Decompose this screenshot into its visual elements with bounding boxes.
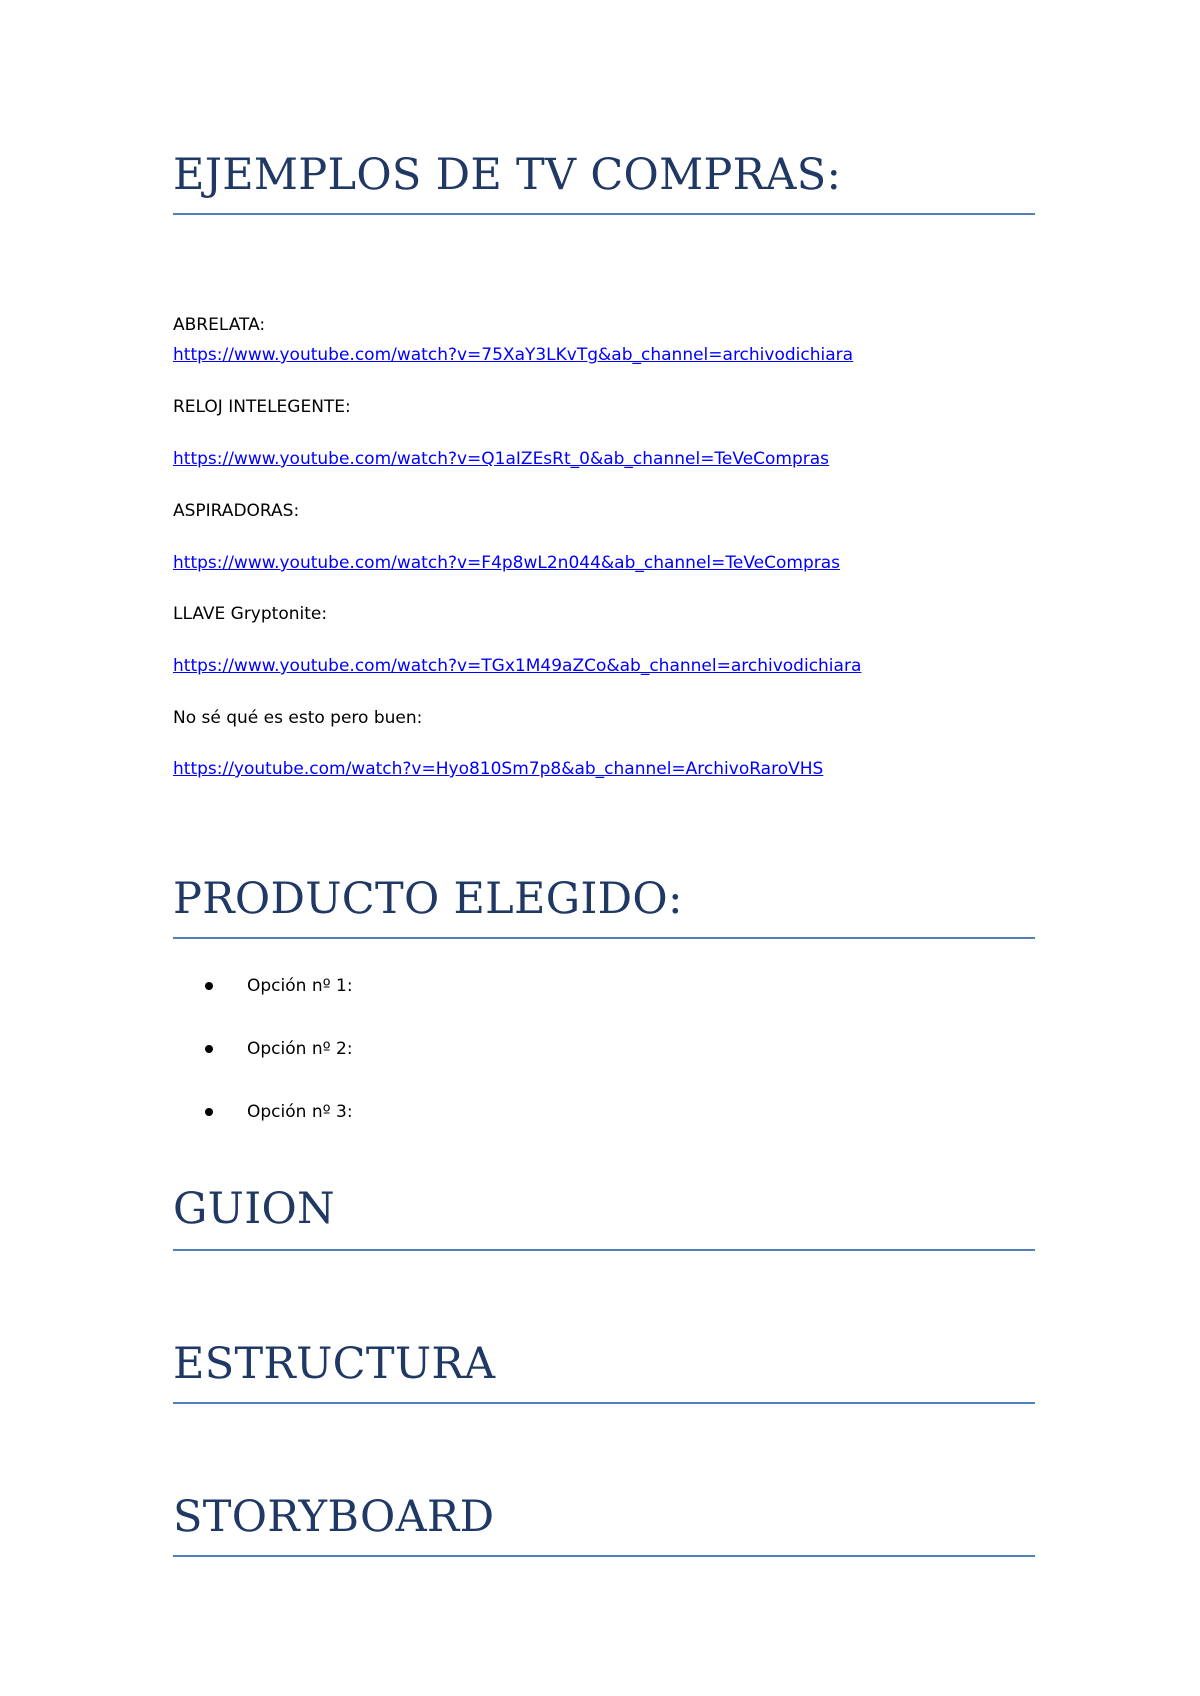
heading-guion: GUION [173, 1184, 335, 1234]
heading-storyboard: STORYBOARD [173, 1492, 495, 1542]
bullet-icon [205, 1045, 213, 1053]
bullet-icon [205, 1108, 213, 1116]
option-label-3: Opción nº 3: [247, 1102, 353, 1122]
option-label-1: Opción nº 1: [247, 976, 353, 996]
heading-rule-product [173, 937, 1035, 939]
heading-estructura: ESTRUCTURA [173, 1339, 496, 1389]
example-link-2[interactable]: https://www.youtube.com/watch?v=Q1aIZEsRt_0&ab_channel=TeVeCompras [173, 449, 830, 469]
option-item-2 [205, 1038, 353, 1060]
heading-rule-estructura [173, 1402, 1035, 1404]
example-label-1: ABRELATA: [173, 315, 266, 335]
heading-rule-storyboard [173, 1555, 1035, 1557]
example-link-4[interactable]: https://www.youtube.com/watch?v=TGx1M49aZCo&ab_channel=archivodichiara [173, 656, 862, 676]
example-link-5[interactable]: https://youtube.com/watch?v=Hyo810Sm7p8&ab_channel=ArchivoRaroVHS [173, 759, 824, 779]
example-link-3[interactable]: https://www.youtube.com/watch?v=F4p8wL2n044&ab_channel=TeVeCompras [173, 553, 840, 573]
example-link-1[interactable]: https://www.youtube.com/watch?v=75XaY3LKvTg&ab_channel=archivodichiara [173, 345, 854, 365]
heading-rule-guion [173, 1249, 1035, 1251]
example-label-3: ASPIRADORAS: [173, 501, 300, 521]
bullet-icon [205, 982, 213, 990]
option-item-3 [205, 1101, 353, 1123]
example-label-5: No sé qué es esto pero buen: [173, 708, 423, 728]
heading-rule-examples [173, 213, 1035, 215]
option-item-1 [205, 975, 353, 997]
option-label-2: Opción nº 2: [247, 1039, 353, 1059]
example-label-2: RELOJ INTELEGENTE: [173, 397, 351, 417]
heading-examples: EJEMPLOS DE TV COMPRAS: [173, 150, 842, 200]
example-label-4: LLAVE Gryptonite: [173, 604, 328, 624]
heading-product: PRODUCTO ELEGIDO: [173, 874, 683, 924]
